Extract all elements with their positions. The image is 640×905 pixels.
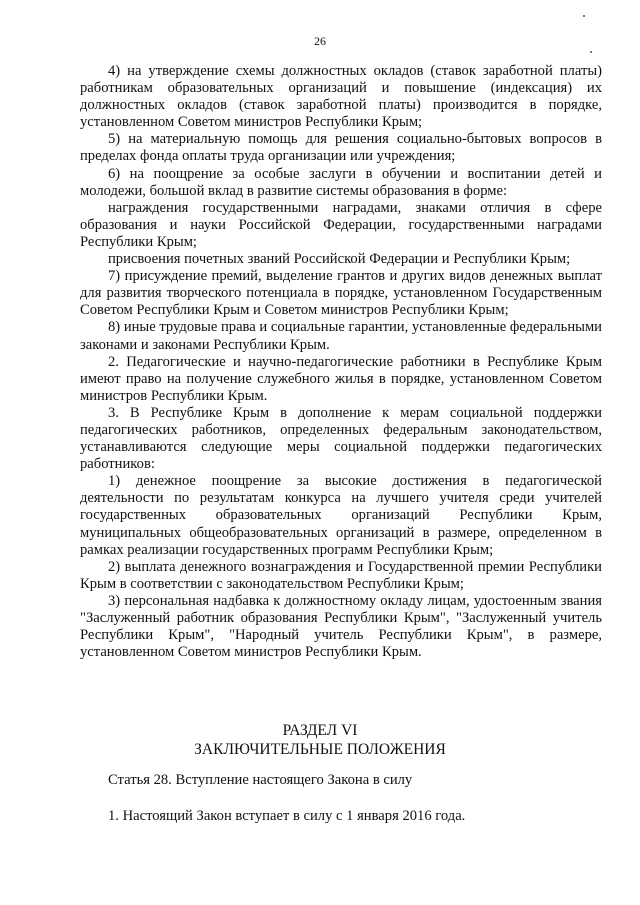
- paragraph: 2. Педагогические и научно-педагогические работники в Республике Крым имеют право на получение служебного жилья в порядке, установленном Советом министров Республики Крым.: [80, 353, 602, 404]
- paragraph: 1) денежное поощрение за высокие достижения в педагогической деятельности по результатам конкурса на лучшего учителя среди учителей государственных образовательных организаций Республики Крым, муниципальных общеобразовательных организаций в размере, определенном в рамках реализации государственных программ Республики Крым;: [80, 473, 602, 558]
- paragraph: 8) иные трудовые права и социальные гарантии, установленные федеральными законами и законами Республики Крым.: [80, 319, 602, 353]
- paragraph: 6) на поощрение за особые заслуги в обучении и воспитании детей и молодежи, большой вклад в развитие системы образования в форме:: [80, 165, 602, 199]
- paragraph: 3. В Республике Крым в дополнение к мерам социальной поддержки педагогических работников, определенных федеральным законодательством, устанавливаются следующие меры социальной поддержки педагогических работников:: [80, 404, 602, 473]
- page-number: 26: [314, 34, 326, 48]
- section-title: ЗАКЛЮЧИТЕЛЬНЫЕ ПОЛОЖЕНИЯ: [194, 741, 446, 758]
- paragraph: присвоения почетных званий Российской Федерации и Республики Крым;: [108, 251, 571, 268]
- paragraph: 2) выплата денежного вознаграждения и Государственной премии Республики Крым в соответствии с законодательством Республики Крым;: [80, 558, 602, 592]
- scan-speck: [590, 51, 592, 53]
- document-body: [80, 63, 602, 661]
- paragraph: 4) на утверждение схемы должностных окладов (ставок заработной платы) работникам образовательных организаций и повышение (индексация) их должностных окладов (ставок заработной платы) производится в порядке, установленном Советом министров Республики Крым;: [80, 63, 602, 131]
- paragraph: 3) персональная надбавка к должностному окладу лицам, удостоенным звания "Заслуженный работник образования Республики Крым", "Заслуженный учитель Республики Крым", "Народный учитель Республики Крым", в размере, установленном Советом министров Республики Крым.: [80, 592, 602, 661]
- paragraph: награждения государственными наградами, знаками отличия в сфере образования и науки Российской Федерации, государственными наградами Республики Крым;: [80, 199, 602, 250]
- final-paragraph: 1. Настоящий Закон вступает в силу с 1 января 2016 года.: [108, 808, 466, 824]
- paragraph: 5) на материальную помощь для решения социально-бытовых вопросов в пределах фонда оплаты труда организации или учреждения;: [80, 131, 602, 165]
- article-heading: Статья 28. Вступление настоящего Закона в силу: [108, 772, 413, 788]
- scan-speck: [583, 15, 585, 17]
- section-number: РАЗДЕЛ VI: [282, 722, 358, 739]
- paragraph: 7) присуждение премий, выделение грантов и других видов денежных выплат для развития творческого потенциала в порядке, установленном Государственным Советом Республики Крым и Советом министров Республики Крым;: [80, 268, 602, 319]
